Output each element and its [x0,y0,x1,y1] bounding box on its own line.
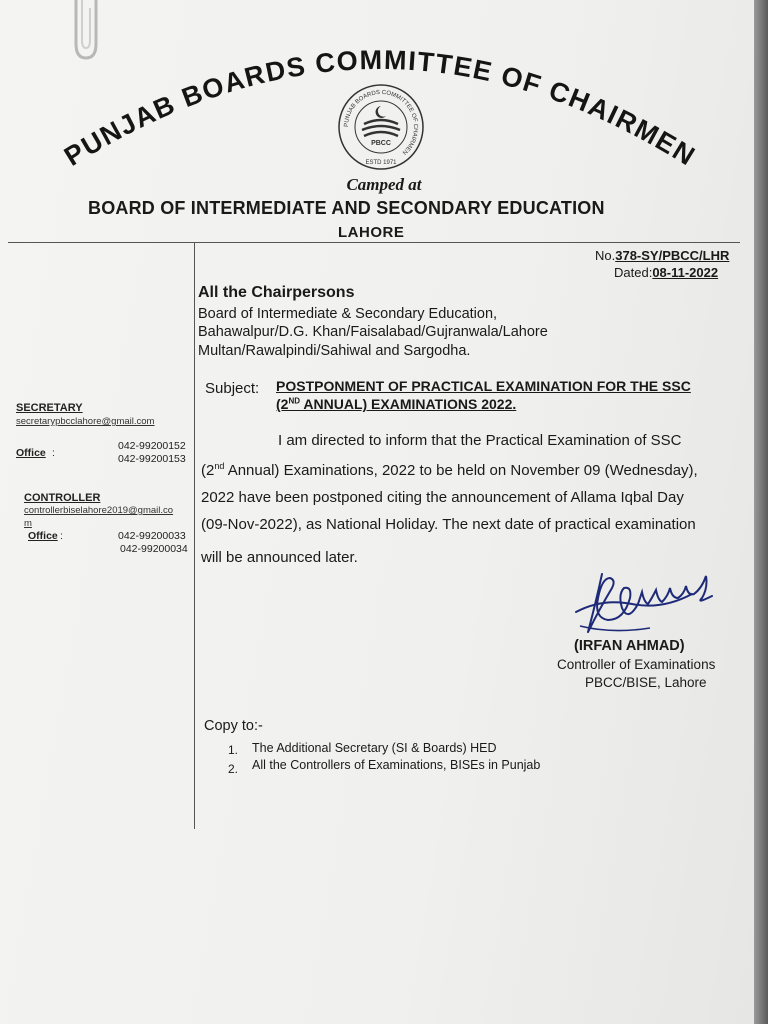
addressee-line-2: Bahawalpur/D.G. Khan/Faisalabad/Gujranwala/Lahore [198,324,548,340]
addressee-line-1: Board of Intermediate & Secondary Education, [198,306,498,322]
sidebar-divider [194,243,195,829]
body-line-1: I am directed to inform that the Practical Examination of SSC [278,432,682,449]
body-line-2: (2nd Annual) Examinations, 2022 to be held on November 09 (Wednesday), [201,461,698,479]
body-line-3: 2022 have been postponed citing the announcement of Allama Iqbal Day [201,489,684,506]
controller-heading: CONTROLLER [24,492,101,504]
body-line-4: (09-Nov-2022), as National Holiday. The next date of practical examination [201,516,696,533]
controller-office-label: Office [28,530,58,542]
copy-to-item: The Additional Secretary (SI & Boards) HED [252,741,497,755]
pbcc-seal [336,82,426,172]
camped-at: Camped at [346,175,422,194]
controller-office-colon: : [60,530,63,542]
controller-phone-1: 042-99200033 [118,530,186,542]
copy-to-number: 2. [228,762,239,776]
copy-to-item: All the Controllers of Examinations, BISEs in Punjab [252,758,541,772]
copy-to-number: 1. [228,743,239,757]
seal-estd: ESTD 1971 [365,160,397,166]
controller-phone-2: 042-99200034 [120,543,188,555]
reference-number: No.378-SY/PBCC/LHR [595,248,730,263]
secretary-phone-1: 042-99200152 [118,440,186,452]
crescent-icon [376,106,386,118]
signatory-name: (IRFAN AHMAD) [574,638,685,654]
signatory-organization: PBCC/BISE, Lahore [585,675,707,690]
secretary-phone-2: 042-99200153 [118,453,186,465]
signatory-designation: Controller of Examinations [557,657,716,672]
controller-email[interactable]: controllerbiselahore2019@gmail.co [24,505,174,516]
organization-name: PUNJAB BOARDS COMMITTEE OF CHAIRMEN [59,44,701,172]
controller-email-wrap[interactable]: m [24,518,32,529]
header-divider [8,242,740,243]
subject-label: Subject: [205,380,260,397]
copy-to-label: Copy to:- [204,718,263,734]
secretary-office-label: Office [16,447,46,459]
reference-date: Dated:08-11-2022 [614,265,719,280]
secretary-office-colon: : [52,447,55,459]
subject-line-1: POSTPONMENT OF PRACTICAL EXAMINATION FOR THE SSC [276,378,691,394]
board-city: LAHORE [338,224,405,241]
body-line-5: will be announced later. [201,549,358,566]
addressee-line-3: Multan/Rawalpindi/Sahiwal and Sargodha. [198,343,471,359]
handwritten-signature [572,568,722,644]
addressee-title: All the Chairpersons [198,284,355,301]
subject-line-2: (2ND ANNUAL) EXAMINATIONS 2022. [276,396,517,412]
seal-abbr: PBCC [371,140,391,147]
secretary-heading: SECRETARY [16,402,83,414]
seal-ring-text: PUNJAB BOARDS COMMITTEE OF CHAIRMEN [343,89,419,156]
board-name: BOARD OF INTERMEDIATE AND SECONDARY EDUCATION [88,198,605,218]
secretary-email[interactable]: secretarypbcclahore@gmail.com [16,416,155,427]
